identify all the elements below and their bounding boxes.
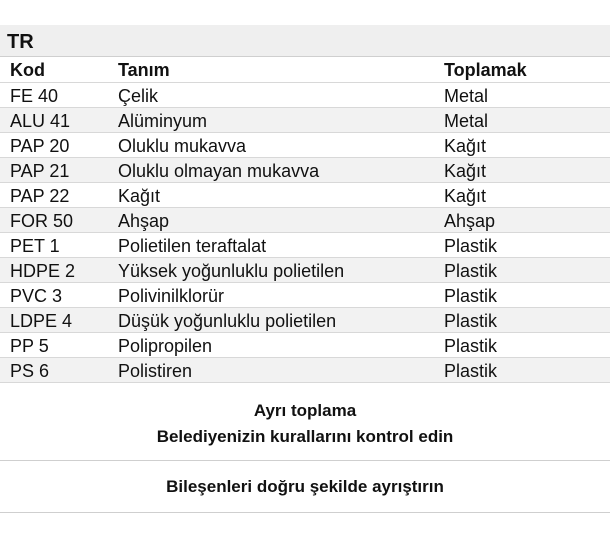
cell-collection: Metal [444, 86, 489, 106]
cell-collection: Plastik [444, 336, 498, 356]
table-row [0, 233, 610, 258]
cell-collection: Plastik [444, 261, 498, 281]
cell-description: Polistiren [118, 361, 193, 381]
cell-collection: Plastik [444, 236, 498, 256]
header-description: Tanım [118, 60, 170, 80]
cell-code: FE 40 [10, 86, 59, 106]
cell-collection: Ahşap [444, 211, 496, 231]
cell-code: PP 5 [10, 336, 49, 356]
cell-description: Polipropilen [118, 336, 213, 356]
cell-code: ALU 41 [10, 111, 71, 131]
cell-collection: Plastik [444, 286, 498, 306]
cell-code: HDPE 2 [10, 261, 76, 281]
cell-collection: Plastik [444, 311, 498, 331]
cell-collection: Kağıt [444, 186, 487, 206]
cell-description: Alüminyum [118, 111, 208, 131]
cell-code: PAP 20 [10, 136, 70, 156]
table-title: TR [0, 25, 610, 57]
table-row [0, 83, 610, 108]
table-row [0, 308, 610, 333]
divider [0, 512, 610, 513]
cell-collection: Plastik [444, 361, 498, 381]
header-collection: Toplamak [444, 60, 527, 80]
table-row [0, 208, 610, 233]
note-separate-collection: Ayrı toplama [253, 401, 357, 420]
note-check-rules: Belediyenizin kurallarını kontrol edin [156, 427, 454, 446]
cell-description: Çelik [118, 86, 159, 106]
table-row [0, 158, 610, 183]
header-code: Kod [10, 60, 45, 80]
cell-description: Polivinilklorür [118, 286, 225, 306]
cell-code: PET 1 [10, 236, 60, 256]
cell-collection: Metal [444, 111, 489, 131]
table-row [0, 133, 610, 158]
cell-code: PAP 22 [10, 186, 70, 206]
cell-code: LDPE 4 [10, 311, 73, 331]
recycling-table [0, 25, 610, 383]
divider [0, 460, 610, 461]
table-row [0, 358, 610, 383]
cell-description: Düşük yoğunluklu polietilen [118, 311, 337, 331]
cell-collection: Kağıt [444, 136, 487, 156]
table-body [0, 83, 610, 383]
cell-code: PS 6 [10, 361, 50, 381]
cell-code: PAP 21 [10, 161, 70, 181]
table-row [0, 258, 610, 283]
table-header-row [0, 57, 610, 83]
table-row [0, 108, 610, 133]
table-row [0, 333, 610, 358]
notes-block [0, 398, 610, 450]
cell-code: FOR 50 [10, 211, 74, 231]
cell-description: Polietilen teraftalat [118, 236, 267, 256]
cell-description: Yüksek yoğunluklu polietilen [118, 261, 345, 281]
note-separate-components: Bileşenleri doğru şekilde ayrıştırın [166, 477, 444, 496]
cell-collection: Kağıt [444, 161, 487, 181]
cell-description: Oluklu mukavva [118, 136, 247, 156]
cell-description: Oluklu olmayan mukavva [118, 161, 320, 181]
cell-code: PVC 3 [10, 286, 63, 306]
table-row [0, 183, 610, 208]
table-row [0, 283, 610, 308]
cell-description: Kağıt [118, 186, 161, 206]
cell-description: Ahşap [118, 211, 170, 231]
